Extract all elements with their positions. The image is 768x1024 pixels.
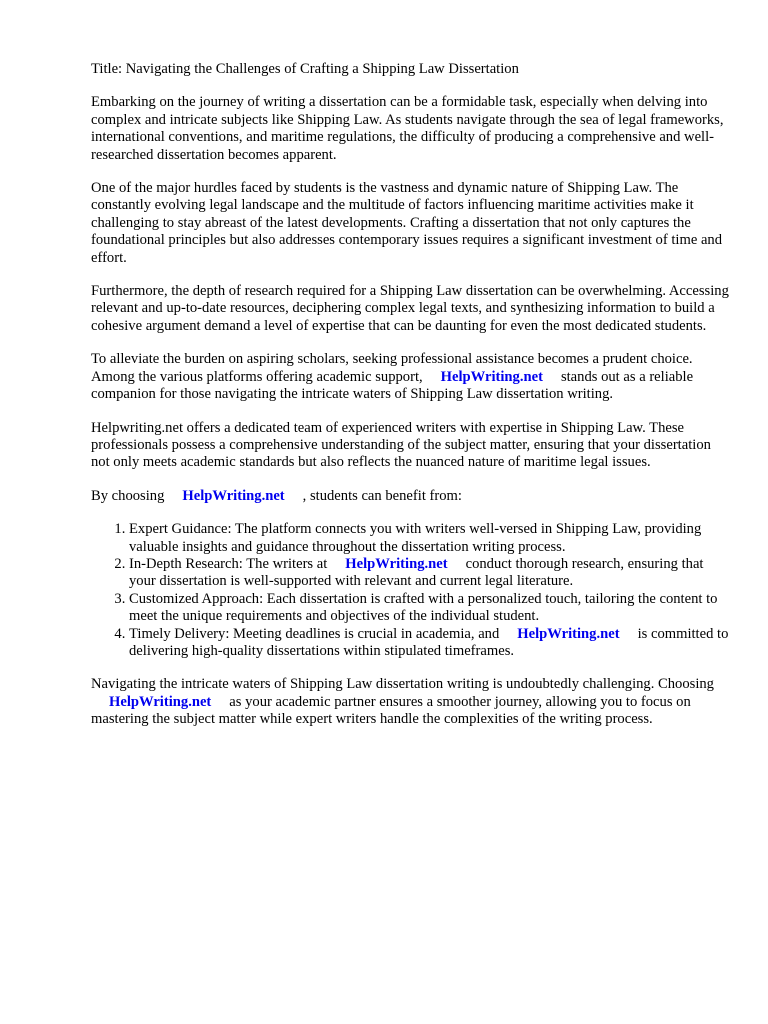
conclusion-text-after: as your academic partner ensures a smoother journey, allowing you to focus on mastering the subject matter while expert writers handle the complexities of the writing process. (91, 693, 691, 728)
paragraph-assistance-text-after: stands out as a reliable companion for those navigating the intricate waters of Shipping Law dissertation writing. (91, 368, 694, 403)
conclusion-text-before: Choosing (658, 676, 714, 693)
list-item-text-after: conduct thorough research, ensuring that your dissertation is well-supported with relevant and current legal literature. (129, 555, 704, 590)
helpwriting-link[interactable]: HelpWriting.net (345, 555, 448, 572)
paragraph-benefits-intro (91, 488, 731, 505)
benefits-intro-text-after: , students can benefit from: (302, 487, 462, 504)
helpwriting-link[interactable]: HelpWriting.net (517, 625, 620, 642)
list-item (129, 591, 731, 626)
helpwriting-link[interactable]: HelpWriting.net (182, 487, 285, 504)
helpwriting-link[interactable]: HelpWriting.net (440, 368, 543, 385)
paragraph-assistance-text-before: To alleviate the burden on aspiring scholars, seeking professional assistance becomes a prudent choice. Among the various platforms offering academic support, (91, 351, 693, 385)
document-page (91, 61, 731, 745)
document-title: Title: Navigating the Challenges of Crafting a Shipping Law Dissertation (91, 61, 519, 77)
benefits-list (91, 521, 731, 660)
list-item-text-after: is committed to delivering high-quality dissertations within stipulated timeframes. (129, 625, 729, 659)
paragraph-conclusion (91, 676, 731, 728)
list-item-text-before: Timely Delivery: Meeting deadlines is crucial in academia, and (129, 625, 500, 642)
paragraph-team: Helpwriting.net offers a dedicated team of experienced writers with expertise in Shipping Law. These professionals possess a comprehensive understanding of the subject matter, ensuring that your dissertation not only meets academic standards but also reflects the nuanced nature of maritime legal issues. (91, 419, 711, 471)
list-item-text: Customized Approach: Each dissertation is crafted with a personalized touch, tailoring the content to meet the unique requirements and objectives of the individual student. (129, 590, 718, 625)
helpwriting-link[interactable]: HelpWriting.net (109, 693, 212, 710)
list-item (129, 556, 731, 591)
paragraph-hurdles: One of the major hurdles faced by students is the vastness and dynamic nature of Shipping Law. The constantly evolving legal landscape and the multitude of factors influencing maritime activities make it challenging to stay abreast of the latest developments. Crafting a dissertation that not only captures the foundational principles but also addresses contemporary issues requires a significant investment of time and effort. (91, 180, 723, 266)
list-item (129, 626, 731, 661)
list-item-text-before: In-Depth Research: The writers at (129, 555, 328, 572)
paragraph-assistance (91, 351, 731, 403)
benefits-intro-text-before: By choosing (91, 487, 165, 504)
conclusion-line-1: Navigating the intricate waters of Shipping Law dissertation writing is undoubtedly challenging. (91, 676, 655, 693)
paragraph-intro: Embarking on the journey of writing a dissertation can be a formidable task, especially when delving into complex and intricate subjects like Shipping Law. As students navigate through the sea of legal frameworks, international conventions, and maritime regulations, the difficulty of producing a comprehensive and well-researched dissertation becomes apparent. (91, 94, 724, 163)
paragraph-research: Furthermore, the depth of research required for a Shipping Law dissertation can be overwhelming. Accessing relevant and up-to-date resources, deciphering complex legal texts, and synthesizing information to build a cohesive argument demand a level of expertise that can be daunting for even the most dedicated students. (91, 283, 729, 334)
list-item-text: Expert Guidance: The platform connects you with writers well-versed in Shipping Law, providing valuable insights and guidance throughout the dissertation writing process. (129, 521, 702, 555)
list-item (129, 521, 731, 556)
